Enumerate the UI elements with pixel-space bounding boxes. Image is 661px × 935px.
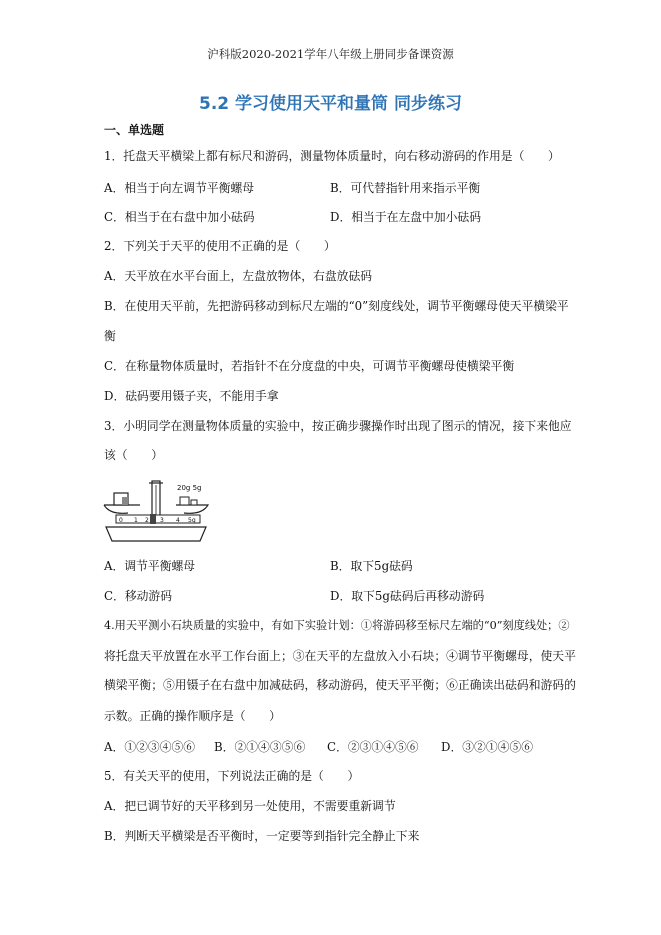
- q2-option-c: C．在称量物体质量时，若指针不在分度盘的中央，可调节平衡螺母使横梁平衡: [104, 359, 515, 373]
- q2-option-d: D．砝码要用镊子夹，不能用手拿: [104, 389, 279, 403]
- scale-tick-5: 5g: [188, 517, 196, 524]
- q4-stem-line1: 4.用天平测小石块质量的实验中，有如下实验计划：①将游码移至标尺左端的“0”刻度线处；②: [104, 619, 570, 632]
- q3-option-b: B．取下5g砝码: [330, 559, 413, 573]
- balance-figure: [100, 475, 212, 547]
- q4-stem-line4: 示数。正确的操作顺序是（ ）: [104, 709, 281, 723]
- q2-option-b: B．在使用天平前，先把游码移动到标尺左端的“0”刻度线处，调节平衡螺母使天平横梁平: [104, 299, 569, 313]
- q4-stem-line2: 将托盘天平放置在水平工作台面上；③在天平的左盘放入小石块；④调节平衡螺母，使天平: [104, 649, 576, 663]
- q3-stem-line2: 该（ ）: [104, 448, 163, 462]
- q1-stem: 1．托盘天平横梁上都有标尺和游码，测量物体质量时，向右移动游码的作用是（ ）: [104, 149, 560, 163]
- q5-stem: 5．有关天平的使用，下列说法正确的是（ ）: [104, 769, 360, 783]
- scale-tick-0: 0: [119, 517, 123, 524]
- q2-option-b-cont: 衡: [104, 329, 116, 343]
- q3-option-c: C．移动游码: [104, 589, 173, 603]
- q4-option-b: B．②①④③⑤⑥: [214, 740, 306, 754]
- page-title: 5.2 学习使用天平和量筒 同步练习: [199, 94, 462, 114]
- page-header: 沪科版2020-2021学年八年级上册同步备课资源: [207, 47, 454, 61]
- section-heading: 一、单选题: [104, 123, 165, 137]
- q4-option-c: C．②③①④⑤⑥: [327, 740, 419, 754]
- q1-option-a: A．相当于向左调节平衡螺母: [104, 181, 255, 195]
- q1-option-c: C．相当于在右盘中加小砝码: [104, 210, 255, 224]
- q5-option-b: B．判断天平横梁是否平衡时，一定要等到指针完全静止下来: [104, 829, 420, 843]
- scale-tick-2: 2: [145, 517, 149, 524]
- q3-stem-line1: 3．小明同学在测量物体质量的实验中，按正确步骤操作时出现了图示的情况，接下来他应: [104, 419, 572, 433]
- q3-option-d: D．取下5g砝码后再移动游码: [330, 589, 485, 603]
- q3-option-a: A．调节平衡螺母: [104, 559, 196, 573]
- q2-option-a: A．天平放在水平台面上，左盘放物体，右盘放砝码: [104, 269, 373, 283]
- q5-option-a: A．把已调节好的天平移到另一处使用，不需要重新调节: [104, 799, 396, 813]
- q4-option-a: A．①②③④⑤⑥: [104, 740, 196, 754]
- q2-stem: 2．下列关于天平的使用不正确的是（ ）: [104, 239, 336, 253]
- scale-tick-3: 3: [160, 517, 164, 524]
- scale-tick-1: 1: [134, 517, 138, 524]
- q1-option-d: D．相当于在左盘中加小砝码: [330, 210, 482, 224]
- q4-stem-line3: 横梁平衡；⑤用镊子在右盘中加减砝码，移动游码，使天平平衡；⑥正确读出砝码和游码的: [104, 678, 576, 692]
- q1-option-b: B．可代替指针用来指示平衡: [330, 181, 481, 195]
- q4-option-d: D．③②①④⑤⑥: [441, 740, 534, 754]
- weights-label: 20g 5g: [177, 484, 202, 492]
- scale-tick-4: 4: [176, 517, 180, 524]
